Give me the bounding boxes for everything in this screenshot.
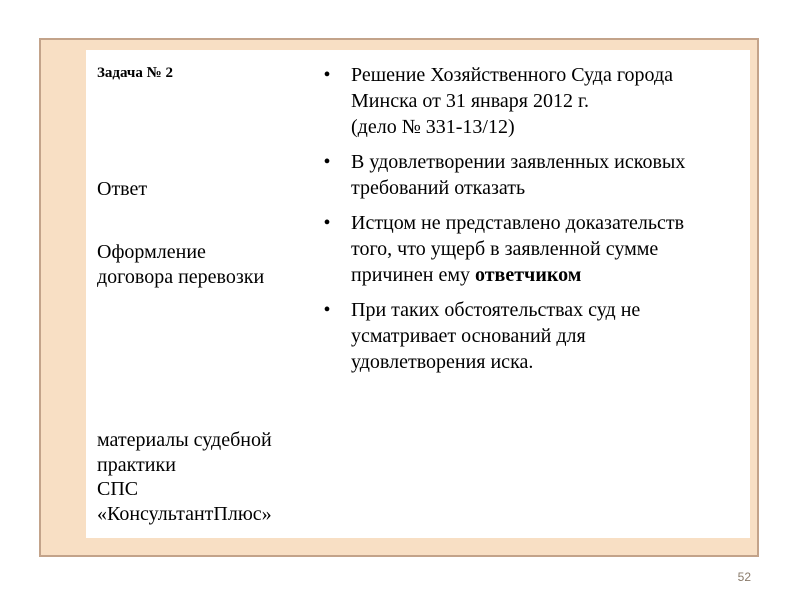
- bullet-icon: •: [323, 212, 331, 234]
- topic-line: Оформление: [97, 241, 206, 263]
- bullet-item: [318, 210, 743, 288]
- bullet-line: Решение Хозяйственного Суда города: [351, 64, 674, 86]
- bullet-line: того, что ущерб в заявленной сумме: [351, 238, 659, 260]
- right-column: [318, 62, 743, 384]
- bullet-line: Истцом не представлено доказательств: [351, 212, 685, 234]
- bullet-item: [318, 149, 743, 201]
- bullet-line: (дело № 331-13/12): [351, 116, 515, 138]
- bullet-item: [318, 297, 743, 375]
- bullet-line: Минска от 31 января 2012 г.: [351, 90, 589, 112]
- topic-text: [97, 240, 307, 290]
- bullet-line: При таких обстоятельствах суд не: [351, 299, 641, 321]
- bullet-text-bold: ответчиком: [474, 264, 582, 286]
- source-line: практики: [97, 453, 176, 476]
- bullet-icon: •: [323, 151, 331, 173]
- left-column: [97, 50, 307, 538]
- answer-label: Ответ: [97, 178, 148, 200]
- bullet-line: усматривает оснований для: [351, 325, 586, 347]
- source-line: материалы судебной: [97, 429, 272, 451]
- source-line: СПС: [97, 478, 139, 500]
- bullet-line: [351, 262, 743, 288]
- source-text: [97, 428, 307, 526]
- source-line: «КонсультантПлюс»: [97, 502, 272, 525]
- bullet-line: удовлетворения иска.: [351, 351, 534, 373]
- topic-line: договора перевозки: [97, 266, 265, 288]
- bullet-list: [318, 62, 743, 375]
- bullet-text-plain: причинен ему: [351, 264, 475, 286]
- bullet-line: В удовлетворении заявленных исковых: [351, 151, 686, 173]
- bullet-line: требований отказать: [351, 177, 526, 199]
- page-number: 52: [737, 570, 751, 584]
- bullet-icon: •: [323, 299, 331, 321]
- task-title: Задача № 2: [97, 65, 173, 81]
- bullet-icon: •: [323, 64, 331, 86]
- bullet-item: [318, 62, 743, 140]
